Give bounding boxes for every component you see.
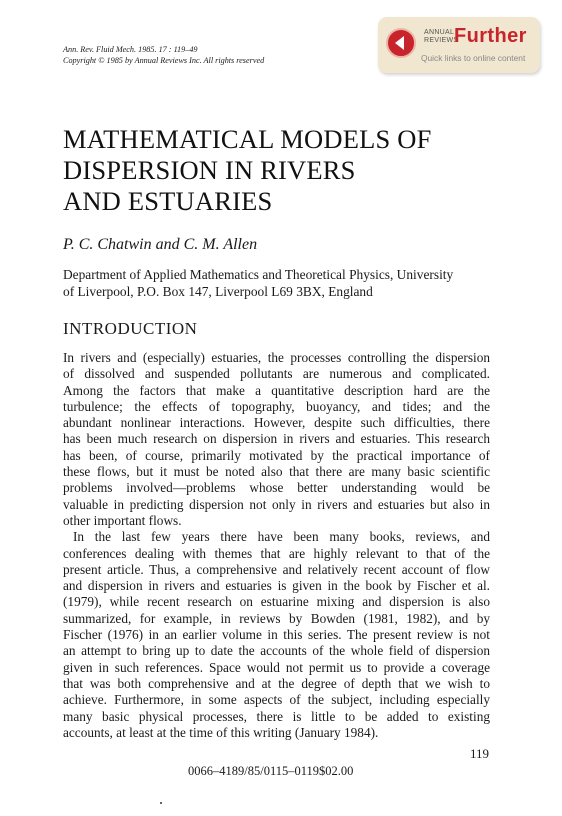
paragraph-line: In rivers and (especially) estuaries, the processes controlling the dispersion (63, 350, 490, 365)
quick-links-label: Quick links to online content (421, 53, 526, 63)
paragraph-line: Among the factors that make a quantitative description hard are the (63, 382, 490, 398)
annual-reviews-logo-text: ANNUAL REVIEWS (424, 29, 459, 44)
journal-citation: Ann. Rev. Fluid Mech. 1985. 17 : 119–49 (63, 45, 198, 54)
authors: P. C. Chatwin and C. M. Allen (63, 236, 258, 253)
paragraph-1 (63, 350, 490, 529)
paragraph-line: has been much research on dispersion in rivers and estuaries. This research (63, 431, 490, 447)
copyright-notice: Copyright © 1985 by Annual Reviews Inc. All rights reserved (63, 55, 265, 65)
affiliation-line: of Liverpool, P.O. Box 147, Liverpool L69 3BX, England (63, 284, 373, 299)
paragraph-line: of dissolved and suspended pollutants are numerous and complicated. (63, 366, 490, 382)
price-code: 0066–4189/85/0115–0119$02.00 (188, 764, 354, 778)
journal-reference (63, 45, 264, 66)
paragraph-line: these flows, but it must be noted also that there are many basic scientific (63, 464, 490, 480)
paragraph-line: has been, of course, primarily motivated by the practical importance of (63, 447, 490, 463)
paragraph-line: conferences dealing with themes that are highly relevant to that of the (63, 545, 490, 561)
paragraph-line: abundant nonlinear interactions. However, despite such difficulties, there (63, 415, 490, 431)
paragraph-line: and dispersion in rivers and estuaries is given in the book by Fischer et al. (63, 578, 490, 594)
further-label: Further (454, 25, 527, 47)
title-line: DISPERSION IN RIVERS (63, 155, 356, 185)
paragraph-line: other important flows. (63, 512, 182, 528)
paragraph-2 (63, 529, 490, 741)
paragraph-line: given in such references. Space would not permit us to provide a coverage (63, 659, 490, 675)
article-title (63, 124, 432, 217)
paragraph-line: present article. Thus, a comprehensive and relatively recent account of flow (63, 561, 490, 577)
play-arrow-icon (385, 27, 417, 59)
title-line: MATHEMATICAL MODELS OF (63, 124, 432, 154)
paragraph-line: many basic physical processes, there is little to be added to existing (63, 708, 490, 724)
paragraph-line: an attempt to bring up to date the accounts of the whole field of dispersion (63, 643, 490, 659)
paragraph-line: turbulence; the effects of topography, buoyancy, and tides; and the (63, 398, 490, 414)
page-number: 119 (470, 746, 490, 761)
scan-speck (160, 802, 162, 804)
paragraph-line: achieve. Furthermore, in some aspects of the subject, including especially (63, 692, 490, 708)
paragraph-line: that was both comprehensive and at the degree of depth that we wish to (63, 675, 490, 691)
paragraph-line: In the last few years there have been many books, reviews, and (73, 529, 490, 545)
paragraph-line: accounts, at least at the time of this writing (January 1984). (63, 724, 379, 740)
body-text (63, 350, 490, 741)
annual-reviews-further-badge[interactable] (378, 17, 540, 73)
paragraph-line: (1979), while recent research on estuarine mixing and dispersion is also (63, 594, 490, 610)
paragraph-line: Fischer (1976) in an earlier volume in this series. The present review is not (63, 627, 490, 643)
affiliation (63, 266, 493, 300)
paragraph-line: summarized, for example, in reviews by Bowden (1981, 1982), and by (63, 610, 490, 626)
section-heading-introduction: INTRODUCTION (63, 319, 198, 338)
affiliation-line: Department of Applied Mathematics and Theoretical Physics, University (63, 267, 454, 282)
title-line: AND ESTUARIES (63, 186, 273, 216)
paragraph-line: valuable in predicting dispersion not only in rivers and estuaries but also in (63, 496, 490, 512)
paragraph-line: problems involved—problems whose better understanding would be (63, 480, 490, 496)
